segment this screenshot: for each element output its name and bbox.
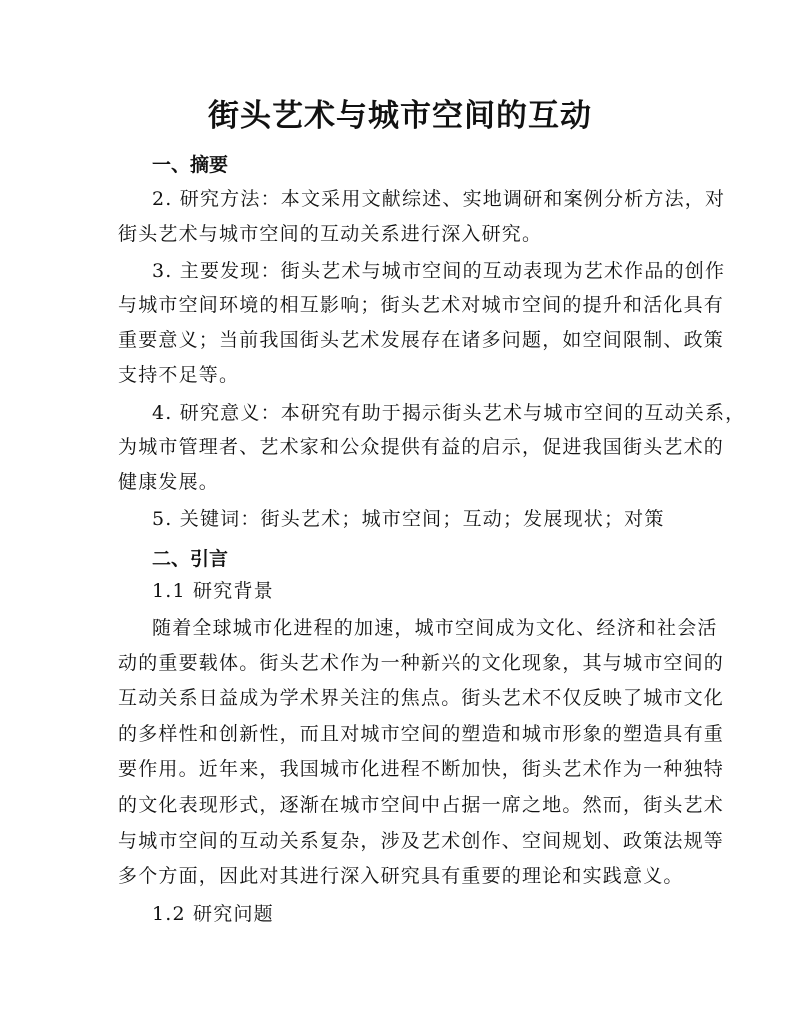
paragraph-line: 2. 研究方法：本文采用文献综述、实地调研和案例分析方法，对 [152,188,726,210]
subsection-heading-background: 1.1 研究背景 [152,580,274,602]
paragraph-line: 的文化表现形式，逐渐在城市空间中占据一席之地。然而，街头艺术 [118,794,725,816]
paragraph-line: 与城市空间环境的相互影响；街头艺术对城市空间的提升和活化具有 [118,294,725,316]
section-heading-introduction: 二、引言 [152,548,229,570]
paragraph-line: 要作用。近年来，我国城市化进程不断加快，街头艺术作为一种独特 [118,758,725,780]
paragraph-line: 多个方面，因此对其进行深入研究具有重要的理论和实践意义。 [118,865,684,887]
paragraph-line: 支持不足等。 [118,364,240,386]
paragraph-line: 互动关系日益成为学术界关注的焦点。街头艺术不仅反映了城市文化 [118,687,725,709]
paragraph-line: 街头艺术与城市空间的互动关系进行深入研究。 [118,223,543,245]
paragraph-line: 3. 主要发现：街头艺术与城市空间的互动表现为艺术作品的创作 [152,260,726,282]
keywords-line: 5. 关键词：街头艺术；城市空间；互动；发展现状；对策 [152,508,665,530]
section-heading-abstract: 一、摘要 [152,154,229,176]
paragraph-line: 健康发展。 [118,471,220,493]
page-title: 街头艺术与城市空间的互动 [208,98,592,134]
paragraph-line: 与城市空间的互动关系复杂，涉及艺术创作、空间规划、政策法规等 [118,830,725,852]
paragraph-line: 随着全球城市化进程的加速，城市空间成为文化、经济和社会活 [152,617,718,639]
paragraph-line: 的多样性和创新性，而且对城市空间的塑造和城市形象的塑造具有重 [118,723,725,745]
paragraph-line: 为城市管理者、艺术家和公众提供有益的启示，促进我国街头艺术的 [118,436,725,458]
paragraph-line: 动的重要载体。街头艺术作为一种新兴的文化现象，其与城市空间的 [118,652,725,674]
subsection-heading-research-questions: 1.2 研究问题 [152,903,274,925]
paragraph-line: 重要意义；当前我国街头艺术发展存在诸多问题，如空间限制、政策 [118,329,725,351]
paragraph-line: 4. 研究意义：本研究有助于揭示街头艺术与城市空间的互动关系， [152,402,746,424]
